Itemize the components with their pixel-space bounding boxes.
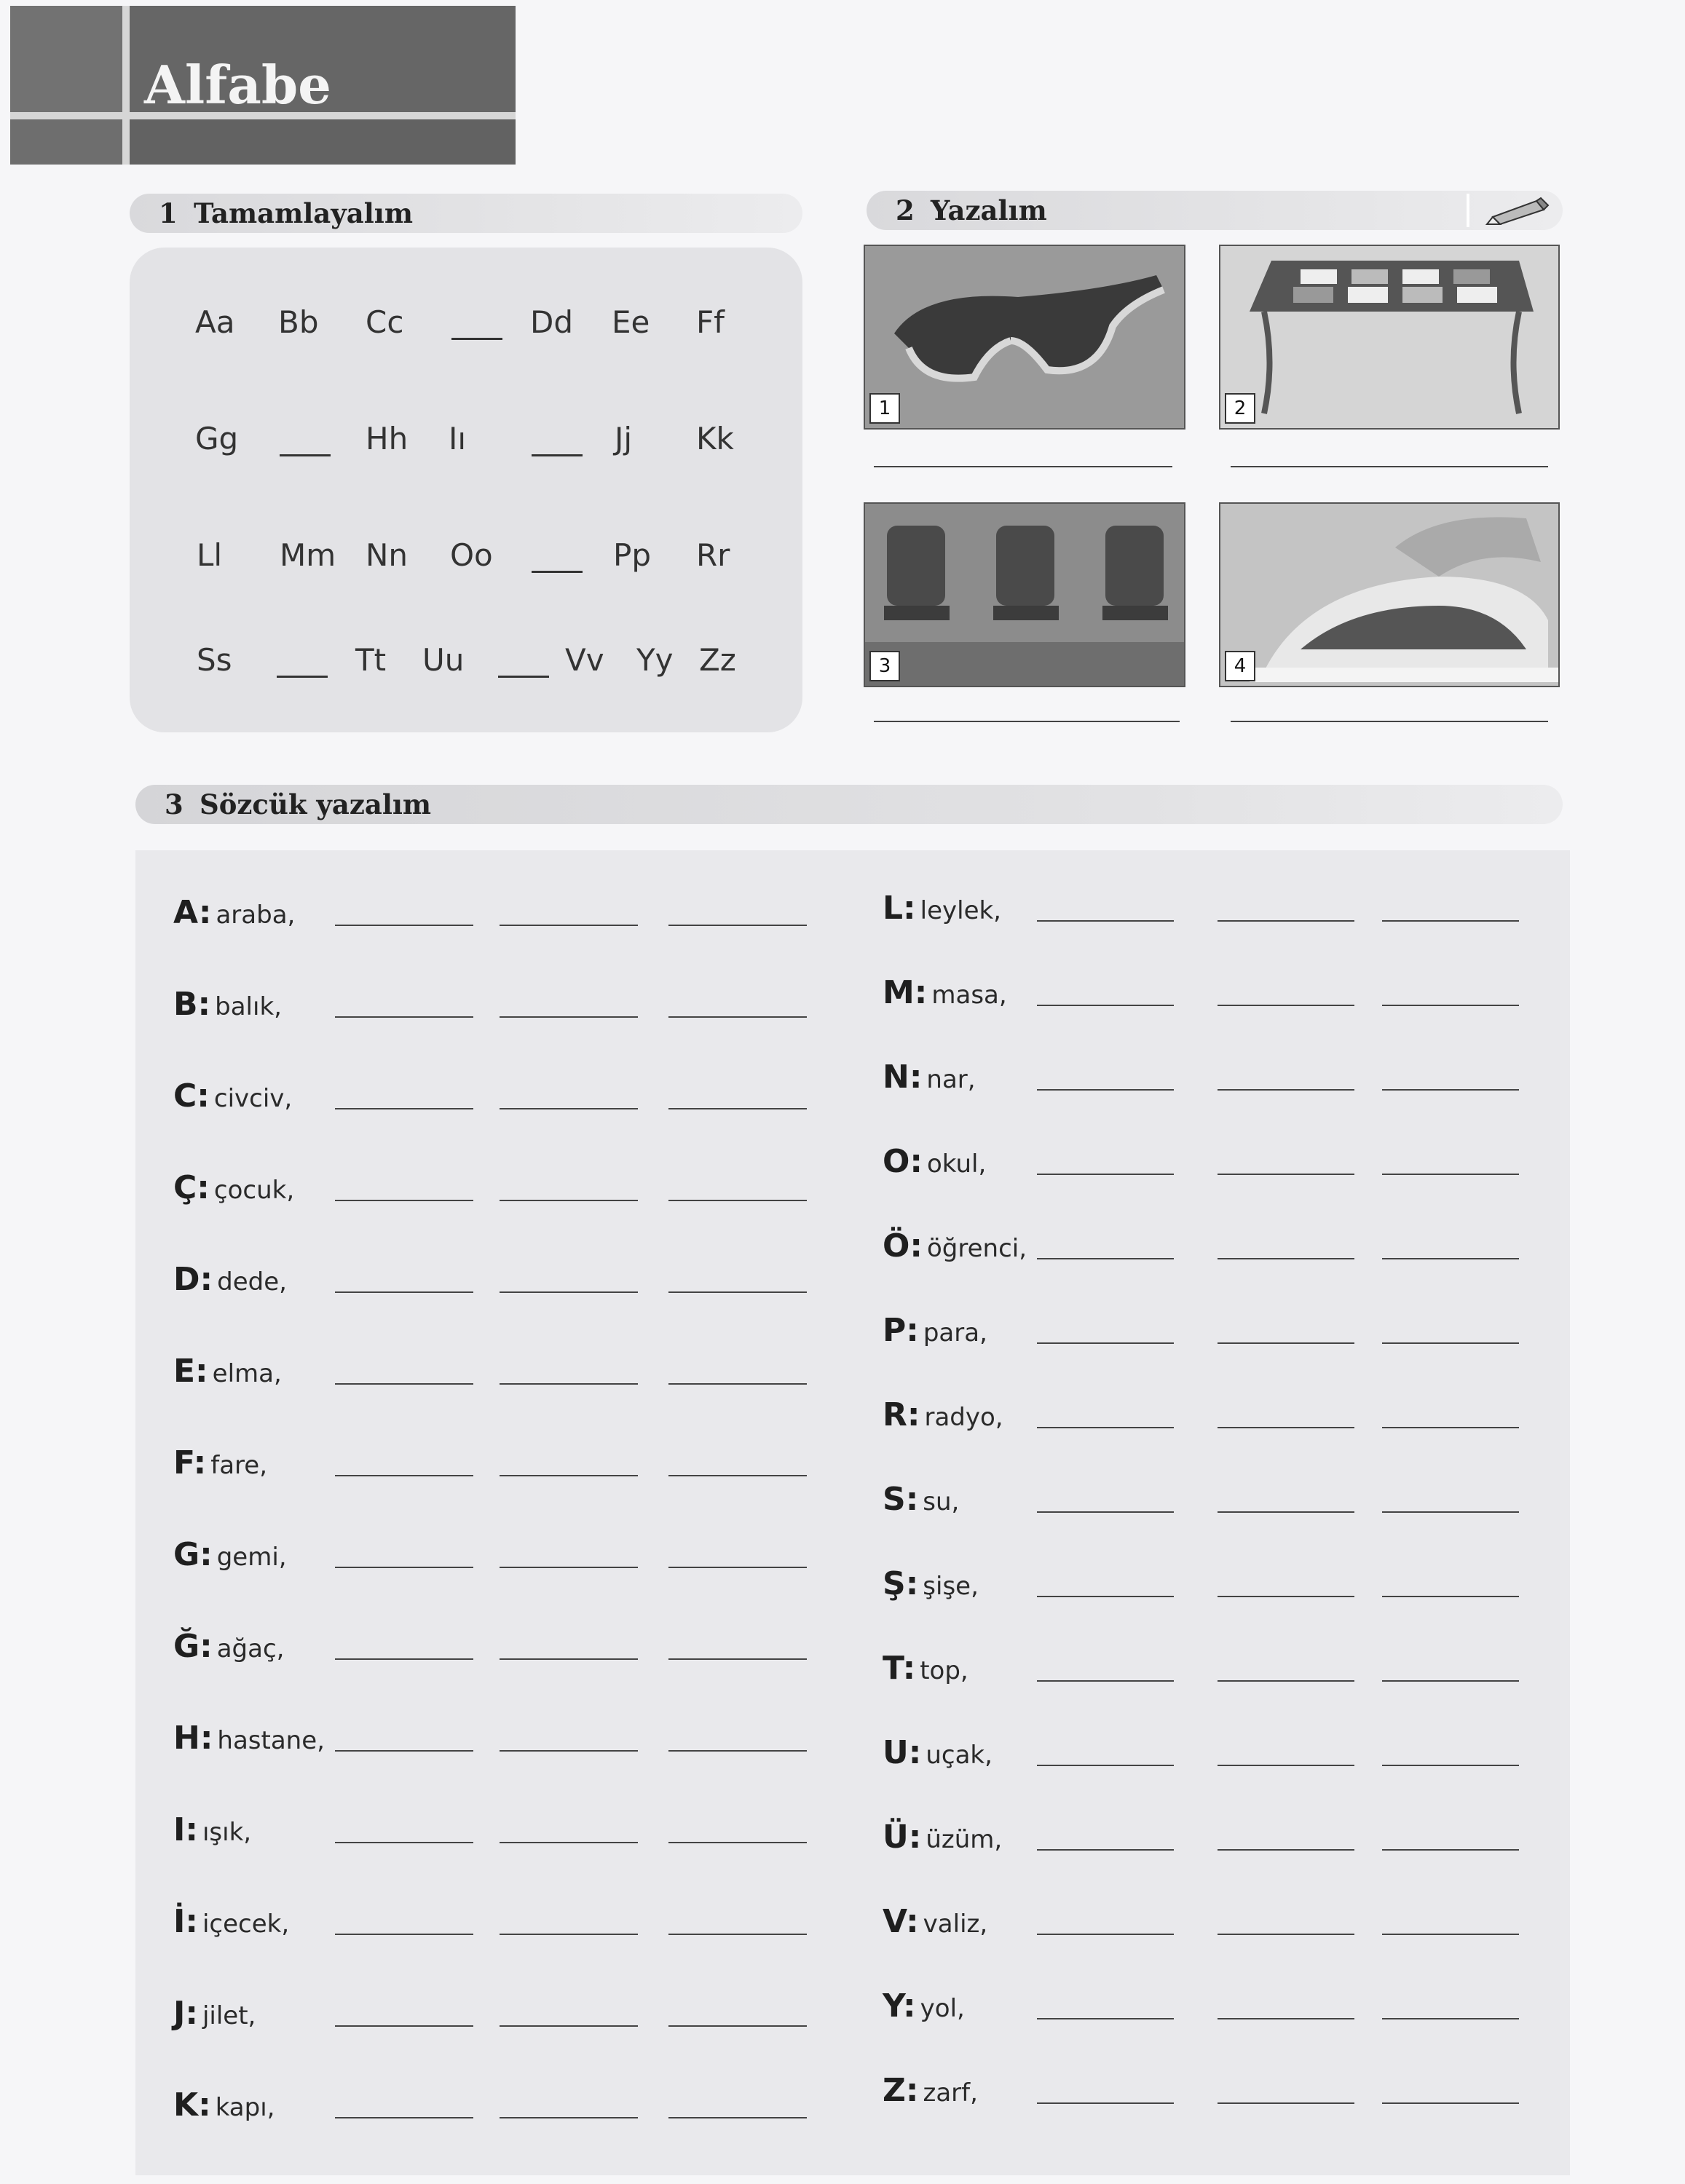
- alphabet-letter: Ee: [612, 304, 650, 340]
- example-word: üzüm,: [926, 1825, 1003, 1854]
- word-row: [173, 1995, 256, 2038]
- word-blank[interactable]: [335, 1658, 473, 1660]
- word-letter: Ğ:: [173, 1628, 213, 1665]
- photo-4-number: 4: [1225, 651, 1255, 681]
- example-word: masa,: [931, 981, 1007, 1010]
- word-blank[interactable]: [500, 1383, 638, 1385]
- word-blank[interactable]: [668, 1291, 807, 1293]
- example-word: elma,: [212, 1359, 282, 1388]
- word-blank[interactable]: [1037, 920, 1174, 922]
- word-letter: H:: [173, 1720, 213, 1757]
- word-blank[interactable]: [1382, 920, 1519, 922]
- word-blank[interactable]: [1037, 1089, 1174, 1091]
- word-blank[interactable]: [1382, 2018, 1519, 2019]
- word-blank[interactable]: [335, 1016, 473, 1018]
- word-blank[interactable]: [1382, 1174, 1519, 1175]
- word-blank[interactable]: [500, 1750, 638, 1752]
- example-word: fare,: [210, 1451, 268, 1480]
- alphabet-letter: Gg: [195, 421, 239, 456]
- section-3-header: [135, 785, 1563, 824]
- word-blank[interactable]: [1037, 1596, 1174, 1597]
- word-letter: V:: [883, 1903, 919, 1940]
- example-word: civciv,: [213, 1084, 293, 1113]
- example-word: kapı,: [215, 2093, 275, 2122]
- word-blank[interactable]: [1218, 1596, 1354, 1597]
- word-letter: B:: [173, 986, 211, 1023]
- word-letter: P:: [883, 1312, 919, 1349]
- word-blank[interactable]: [335, 1291, 473, 1293]
- alphabet-letter: Ss: [197, 642, 232, 678]
- example-word: okul,: [927, 1150, 987, 1179]
- example-word: dede,: [217, 1267, 287, 1297]
- example-word: radyo,: [924, 1403, 1003, 1432]
- section-1-number: 1: [159, 197, 178, 229]
- word-blank[interactable]: [668, 2117, 807, 2118]
- word-row: [883, 1396, 1003, 1440]
- alphabet-blank[interactable]: [532, 454, 583, 456]
- word-blank[interactable]: [335, 1108, 473, 1109]
- example-word: leylek,: [920, 896, 1001, 925]
- example-word: ışık,: [202, 1818, 252, 1847]
- word-row: [173, 1077, 292, 1121]
- word-blank[interactable]: [1218, 2018, 1354, 2019]
- word-blank[interactable]: [668, 1383, 807, 1385]
- alphabet-letter: Tt: [355, 642, 387, 678]
- alphabet-blank[interactable]: [451, 338, 502, 340]
- word-blank[interactable]: [1382, 1342, 1519, 1344]
- word-blank[interactable]: [1382, 1005, 1519, 1006]
- alphabet-letter: Zz: [699, 642, 736, 678]
- example-word: yol,: [920, 1994, 965, 2023]
- word-row: [883, 1227, 1027, 1271]
- alphabet-letter: Iı: [449, 421, 467, 456]
- word-blank[interactable]: [335, 1750, 473, 1752]
- word-blank[interactable]: [1037, 2018, 1174, 2019]
- word-blank[interactable]: [1382, 1765, 1519, 1766]
- word-row: [883, 1903, 987, 1947]
- word-letter: O:: [883, 1143, 923, 1180]
- photo-1-number: 1: [869, 393, 900, 424]
- word-letter: Ö:: [883, 1227, 923, 1265]
- word-blank[interactable]: [668, 1934, 807, 1935]
- word-row: [173, 1628, 284, 1671]
- word-blank[interactable]: [1382, 1680, 1519, 1682]
- word-letter: U:: [883, 1734, 922, 1771]
- word-letter: Ü:: [883, 1819, 922, 1856]
- word-blank[interactable]: [1037, 1765, 1174, 1766]
- section-1-title: Tamamlayalım: [194, 197, 414, 229]
- word-blank[interactable]: [335, 1842, 473, 1843]
- word-blank[interactable]: [1382, 2102, 1519, 2104]
- alphabet-letter: Hh: [366, 421, 409, 456]
- word-blank[interactable]: [1382, 1596, 1519, 1597]
- alphabet-letter: Ll: [197, 537, 223, 573]
- example-word: jilet,: [202, 2001, 256, 2030]
- word-blank[interactable]: [1218, 1342, 1354, 1344]
- word-blank[interactable]: [668, 1750, 807, 1752]
- word-blank[interactable]: [1037, 1849, 1174, 1851]
- section-3-title: Sözcük yazalım: [200, 788, 432, 820]
- word-blank[interactable]: [1037, 1427, 1174, 1428]
- section-2-number: 2: [896, 194, 915, 226]
- word-row: [173, 1903, 289, 1947]
- example-word: içecek,: [202, 1910, 290, 1939]
- word-blank[interactable]: [668, 1200, 807, 1201]
- word-blank[interactable]: [335, 2117, 473, 2118]
- word-row: [173, 1811, 251, 1855]
- word-blank[interactable]: [1382, 1089, 1519, 1091]
- word-blank[interactable]: [1382, 1511, 1519, 1513]
- section-3-number: 3: [165, 788, 184, 820]
- pencil-icon: [1485, 195, 1551, 226]
- word-blank[interactable]: [668, 1567, 807, 1568]
- page-title: Alfabe: [144, 54, 331, 116]
- example-word: öğrenci,: [927, 1234, 1027, 1263]
- word-row: [883, 1987, 965, 2031]
- sunglasses-photo: [864, 245, 1185, 430]
- word-row: [883, 1819, 1002, 1862]
- word-blank[interactable]: [668, 1842, 807, 1843]
- example-word: gemi,: [216, 1543, 287, 1572]
- word-blank[interactable]: [335, 925, 473, 926]
- alphabet-letter: Aa: [195, 304, 235, 340]
- alphabet-letter: Yy: [636, 642, 674, 678]
- word-blank[interactable]: [1382, 1427, 1519, 1428]
- word-blank[interactable]: [1037, 1680, 1174, 1682]
- word-letter: I:: [173, 1811, 198, 1848]
- word-blank[interactable]: [335, 1383, 473, 1385]
- word-row: [883, 1059, 976, 1102]
- word-blank[interactable]: [668, 925, 807, 926]
- table-photo: [1219, 245, 1560, 430]
- photo-3-number: 3: [869, 651, 900, 681]
- word-blank[interactable]: [1037, 1511, 1174, 1513]
- example-word: su,: [923, 1487, 960, 1516]
- word-row: [883, 1481, 959, 1524]
- word-blank[interactable]: [335, 1934, 473, 1935]
- word-letter: M:: [883, 974, 928, 1011]
- word-blank[interactable]: [668, 1475, 807, 1476]
- word-letter: J:: [173, 1995, 198, 2032]
- example-word: çocuk,: [213, 1176, 295, 1205]
- word-blank[interactable]: [1218, 1174, 1354, 1175]
- word-blank[interactable]: [1037, 2102, 1174, 2104]
- word-blank[interactable]: [500, 2025, 638, 2027]
- alphabet-letter: Oo: [450, 537, 493, 573]
- section-2-header: [867, 191, 1563, 230]
- alphabet-letter: Rr: [696, 537, 730, 573]
- word-letter: D:: [173, 1261, 213, 1298]
- word-row: [173, 1353, 282, 1396]
- example-word: balık,: [215, 992, 282, 1021]
- word-row: [883, 1734, 993, 1778]
- header-banner: [10, 6, 516, 165]
- alphabet-letter: Bb: [278, 304, 319, 340]
- word-blank[interactable]: [1218, 1258, 1354, 1259]
- iron-photo: [1219, 502, 1560, 687]
- alphabet-blank[interactable]: [280, 454, 331, 456]
- word-row: [883, 1650, 968, 1693]
- word-row: [173, 2086, 275, 2130]
- alphabet-blank[interactable]: [532, 571, 583, 573]
- word-blank[interactable]: [335, 1567, 473, 1568]
- word-row: [173, 1536, 287, 1580]
- word-row: [173, 1261, 287, 1305]
- word-letter: Y:: [883, 1987, 916, 2025]
- word-letter: N:: [883, 1059, 923, 1096]
- alphabet-letter: Mm: [280, 537, 336, 573]
- answer-line-1[interactable]: [874, 466, 1172, 467]
- word-blank[interactable]: [1382, 1258, 1519, 1259]
- word-blank[interactable]: [1037, 1258, 1174, 1259]
- word-letter: T:: [883, 1650, 916, 1687]
- example-word: araba,: [216, 901, 296, 930]
- word-blank[interactable]: [500, 1567, 638, 1568]
- word-letter: E:: [173, 1353, 208, 1390]
- alphabet-letter: Kk: [696, 421, 734, 456]
- answer-line-3[interactable]: [874, 721, 1180, 722]
- photo-2-number: 2: [1225, 393, 1255, 424]
- word-blank[interactable]: [1218, 1934, 1354, 1935]
- example-word: şişe,: [923, 1572, 979, 1601]
- word-row: [173, 986, 282, 1029]
- word-letter: L:: [883, 890, 916, 927]
- example-word: hastane,: [217, 1726, 325, 1755]
- alphabet-blank[interactable]: [498, 676, 549, 678]
- word-blank[interactable]: [1382, 1934, 1519, 1935]
- alphabet-letter: Uu: [422, 642, 465, 678]
- word-blank[interactable]: [335, 1200, 473, 1201]
- word-blank[interactable]: [668, 1016, 807, 1018]
- word-letter: R:: [883, 1396, 920, 1433]
- alphabet-letter: Dd: [530, 304, 574, 340]
- word-blank[interactable]: [1218, 1089, 1354, 1091]
- word-letter: G:: [173, 1536, 213, 1573]
- section-1-header: [130, 194, 802, 233]
- word-blank[interactable]: [500, 1658, 638, 1660]
- word-letter: Ç:: [173, 1169, 210, 1206]
- section-2-title: Yazalım: [931, 194, 1047, 226]
- word-letter: S:: [883, 1481, 919, 1518]
- example-word: valiz,: [923, 1910, 988, 1939]
- word-panel: [135, 850, 1570, 2175]
- word-blank[interactable]: [1218, 1511, 1354, 1513]
- word-blank[interactable]: [500, 1108, 638, 1109]
- word-blank[interactable]: [1218, 1005, 1354, 1006]
- word-blank[interactable]: [1218, 2102, 1354, 2104]
- alphabet-letter: Pp: [613, 537, 651, 573]
- word-letter: K:: [173, 2086, 211, 2124]
- word-blank[interactable]: [668, 1108, 807, 1109]
- word-blank[interactable]: [1382, 1849, 1519, 1851]
- word-blank[interactable]: [1218, 1765, 1354, 1766]
- word-letter: A:: [173, 894, 212, 931]
- word-blank[interactable]: [1218, 920, 1354, 922]
- word-row: [173, 894, 295, 938]
- word-blank[interactable]: [500, 2117, 638, 2118]
- example-word: ağaç,: [216, 1634, 285, 1663]
- alphabet-letter: Nn: [366, 537, 409, 573]
- example-word: para,: [923, 1318, 987, 1348]
- word-blank[interactable]: [1037, 1174, 1174, 1175]
- word-blank[interactable]: [1218, 1680, 1354, 1682]
- word-row: [883, 890, 1001, 933]
- word-letter: C:: [173, 1077, 210, 1115]
- alphabet-letter: Vv: [565, 642, 604, 678]
- word-blank[interactable]: [1218, 1849, 1354, 1851]
- word-blank[interactable]: [335, 2025, 473, 2027]
- word-row: [883, 1565, 979, 1609]
- word-row: [173, 1169, 294, 1213]
- answer-line-2[interactable]: [1231, 466, 1548, 467]
- chairs-photo: [864, 502, 1185, 687]
- word-blank[interactable]: [500, 925, 638, 926]
- word-blank[interactable]: [668, 1658, 807, 1660]
- word-blank[interactable]: [668, 2025, 807, 2027]
- word-blank[interactable]: [1037, 1934, 1174, 1935]
- word-row: [883, 2072, 978, 2116]
- word-blank[interactable]: [500, 1200, 638, 1201]
- example-word: top,: [920, 1656, 968, 1685]
- word-letter: Z:: [883, 2072, 919, 2109]
- word-row: [883, 1143, 986, 1187]
- answer-line-4[interactable]: [1231, 721, 1548, 722]
- word-row: [883, 1312, 987, 1356]
- word-blank[interactable]: [1037, 1342, 1174, 1344]
- word-letter: İ:: [173, 1903, 198, 1940]
- word-blank[interactable]: [500, 1016, 638, 1018]
- alphabet-letter: Ff: [696, 304, 725, 340]
- alphabet-letter: Cc: [366, 304, 404, 340]
- word-blank[interactable]: [1037, 1005, 1174, 1006]
- alphabet-letter: Jj: [615, 421, 633, 456]
- word-blank[interactable]: [500, 1842, 638, 1843]
- word-blank[interactable]: [500, 1475, 638, 1476]
- word-letter: F:: [173, 1444, 207, 1481]
- alphabet-blank[interactable]: [277, 676, 328, 678]
- word-letter: Ş:: [883, 1565, 919, 1602]
- word-blank[interactable]: [1218, 1427, 1354, 1428]
- word-row: [883, 974, 1007, 1018]
- example-word: uçak,: [926, 1741, 993, 1770]
- word-blank[interactable]: [500, 1291, 638, 1293]
- word-blank[interactable]: [335, 1475, 473, 1476]
- example-word: zarf,: [923, 2078, 978, 2108]
- word-row: [173, 1720, 325, 1763]
- word-row: [173, 1444, 267, 1488]
- word-blank[interactable]: [500, 1934, 638, 1935]
- example-word: nar,: [926, 1065, 976, 1094]
